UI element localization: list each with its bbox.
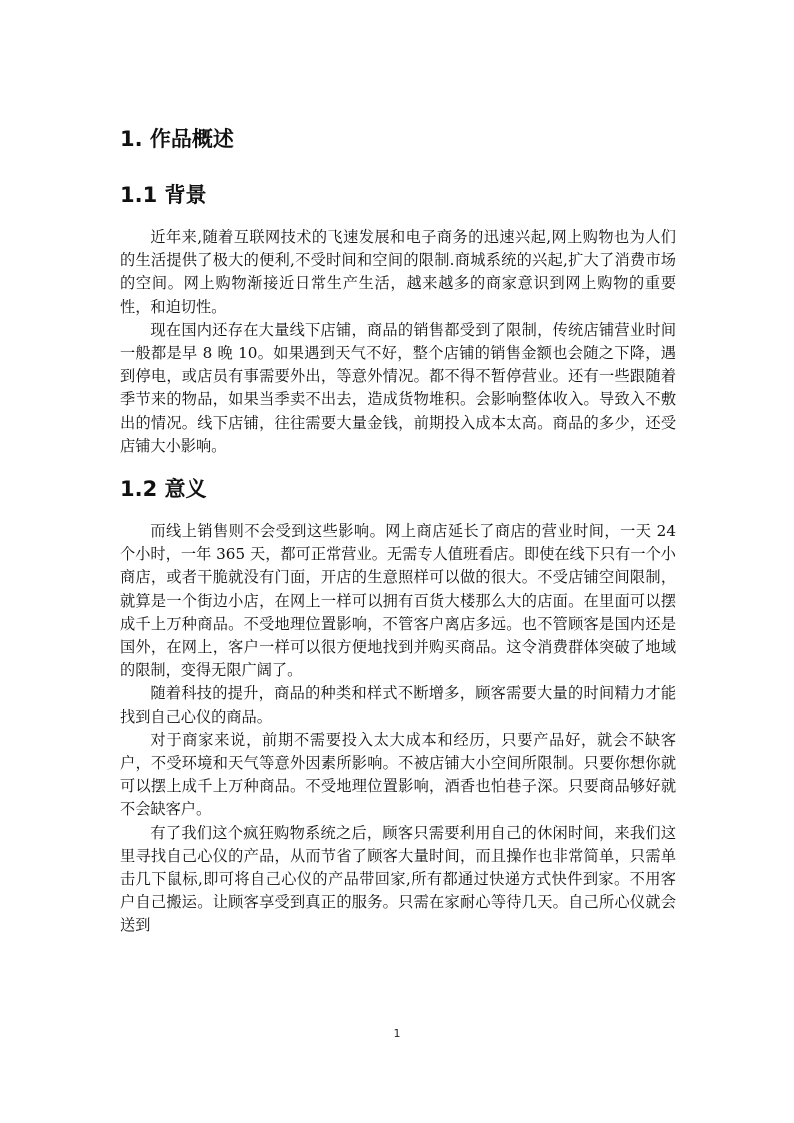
section-background [120, 178, 676, 458]
paragraph: 有了我们这个疯狂购物系统之后，顾客只需要利用自己的休闲时间，来我们这里寻找自己心仪的产品，从而节省了顾客大量时间，而且操作也非常简单，只需单击几下鼠标,即可将自己心仪的产品带回家,所有都通过快递方式快件到家。不用客户自己搬运。让顾客享受到真正的服务。只需在家耐心等待几天。自己所心仪就会送到 [120, 823, 676, 935]
section-heading-background: 1.1 背景 [120, 183, 207, 207]
paragraph: 现在国内还存在大量线下店铺，商品的销售都受到了限制，传统店铺营业时间一般都是早 8 晚 10。如果遇到天气不好，整个店铺的销售金额也会随之下降，遇到停电，或店员有事需要外出，等意外情况。都不得不暂停营业。还有一些跟随着季节来的物品，如果当季卖不出去，造成货物堆积。会影响整体收入。导致入不敷出的情况。线下店铺，往往需要大量金钱，前期投入成本太高。商品的多少，还受店铺大小影响。 [120, 320, 676, 455]
paragraph: 随着科技的提升，商品的种类和样式不断增多，顾客需要大量的时间精力才能找到自己心仪的商品。 [120, 684, 676, 726]
page-content [120, 122, 676, 952]
section-significance [120, 472, 676, 938]
section-heading-significance: 1.2 意义 [120, 477, 207, 502]
paragraph: 对于商家来说，前期不需要投入太大成本和经历，只要产品好，就会不缺客户，不受环境和天气等意外因素所影响。不被店铺大小空间所限制。只要你想你就可以摆上成千上万种商品。不受地理位置影响，酒香也怕巷子深。只要商品够好就不会缺客户。 [120, 730, 676, 819]
paragraph: 近年来,随着互联网技术的飞速发展和电子商务的迅速兴起,网上购物也为人们的生活提供了极大的便利,不受时间和空间的限制.商城系统的兴起,扩大了消费市场的空间。网上购物渐接近日常生产生活，越来越多的商家意识到网上购物的重要性，和迫切性。 [120, 228, 676, 316]
paragraph: 而线上销售则不会受到这些影响。网上商店延长了商店的营业时间，一天 24 个小时，一年 365 天，都可正常营业。无需专人值班看店。即使在线下只有一个小商店，或者干脆就没有门面，开店的生意照样可以做的很大。不受店铺空间限制，就算是一个街边小店，在网上一样可以拥有百货大楼那么大的店面。在里面可以摆成千上万种商品。不受地理位置影响，不管客户离店多远。也不管顾客是国内还是国外，在网上，客户一样可以很方便地找到并购买商品。这令消费群体突破了地域的限制，变得无限广阔了。 [120, 522, 676, 680]
page-number: 1 [393, 1027, 401, 1040]
chapter-title: 1. 作品概述 [120, 127, 234, 151]
